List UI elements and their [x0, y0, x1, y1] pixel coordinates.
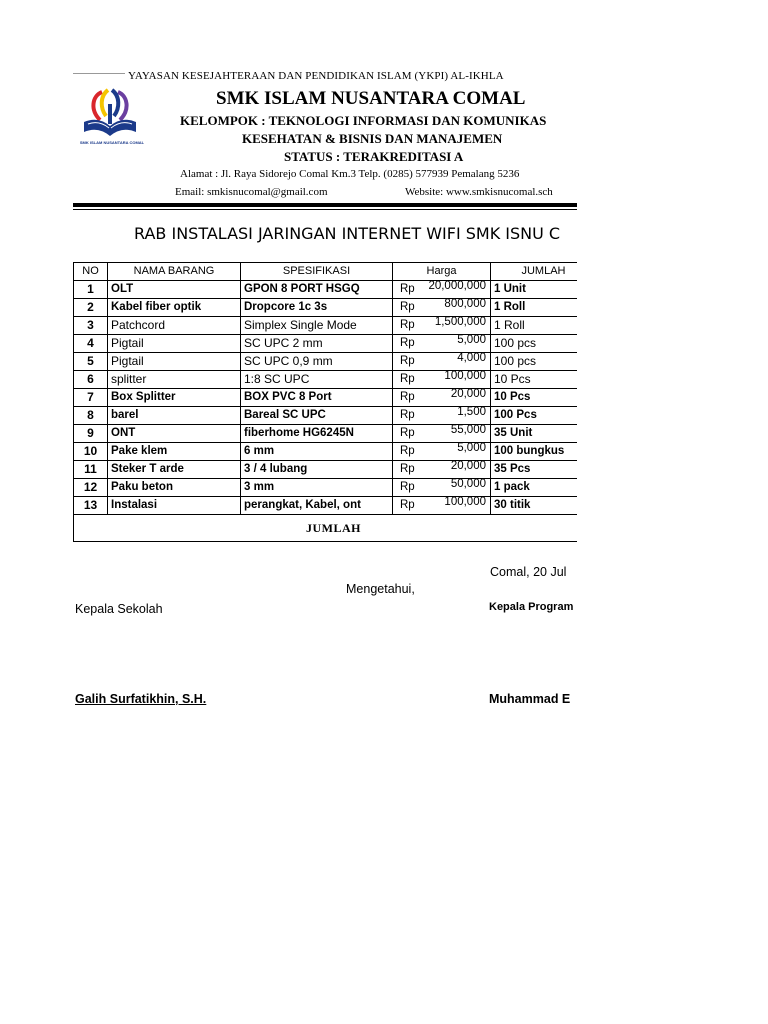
cell-jumlah: 35 Pcs	[491, 461, 578, 479]
cell-nama-barang: Pake klem	[108, 443, 241, 461]
cell-nama-barang: OLT	[108, 281, 241, 299]
price-value: 800,000	[444, 298, 486, 310]
cell-nama-barang: Pigtail	[108, 353, 241, 371]
cell-nama-barang: Steker T arde	[108, 461, 241, 479]
cell-spesifikasi: 1:8 SC UPC	[241, 371, 393, 389]
school-address: Alamat : Jl. Raya Sidorejo Comal Km.3 Telp. (0285) 577939 Pemalang 5236	[180, 168, 520, 180]
cell-no: 5	[74, 353, 108, 371]
currency-label: Rp	[400, 481, 415, 493]
currency-label: Rp	[400, 373, 415, 385]
header-no: NO	[74, 263, 108, 281]
cell-harga	[393, 281, 491, 299]
header-divider-thin	[73, 209, 577, 210]
price-value: 55,000	[450, 424, 486, 436]
table-row	[74, 461, 578, 479]
yayasan-name: YAYASAN KESEJAHTERAAN DAN PENDIDIKAN ISLAM (YKPI) AL-IKHLA	[128, 70, 504, 82]
table-row	[74, 497, 578, 515]
table-row	[74, 335, 578, 353]
cell-harga	[393, 443, 491, 461]
cell-spesifikasi: Bareal SC UPC	[241, 407, 393, 425]
currency-label: Rp	[400, 391, 415, 403]
school-name: SMK ISLAM NUSANTARA COMAL	[216, 88, 526, 109]
header-divider-thick	[73, 203, 577, 207]
cell-harga	[393, 353, 491, 371]
header-nama-barang: NAMA BARANG	[108, 263, 241, 281]
table-row	[74, 299, 578, 317]
currency-label: Rp	[400, 445, 415, 457]
currency-label: Rp	[400, 463, 415, 475]
cell-no: 6	[74, 371, 108, 389]
price-value: 20,000	[450, 460, 486, 472]
cell-nama-barang: Kabel fiber optik	[108, 299, 241, 317]
cell-nama-barang: splitter	[108, 371, 241, 389]
price-value: 100,000	[444, 496, 486, 508]
currency-label: Rp	[400, 409, 415, 421]
cell-spesifikasi: Simplex Single Mode	[241, 317, 393, 335]
currency-label: Rp	[400, 319, 415, 331]
cell-nama-barang: Instalasi	[108, 497, 241, 515]
cell-harga	[393, 317, 491, 335]
table-row	[74, 479, 578, 497]
cell-harga	[393, 299, 491, 317]
kepala-sekolah-label: Kepala Sekolah	[75, 602, 163, 616]
table-row	[74, 371, 578, 389]
document-title: RAB INSTALASI JARINGAN INTERNET WIFI SMK ISNU C	[134, 224, 561, 243]
kepala-program-label: Kepala Program	[489, 601, 574, 613]
currency-label: Rp	[400, 355, 415, 367]
header-spesifikasi: SPESIFIKASI	[241, 263, 393, 281]
cell-harga	[393, 497, 491, 515]
cell-jumlah: 10 Pcs	[491, 371, 578, 389]
table-row	[74, 281, 578, 299]
cell-no: 9	[74, 425, 108, 443]
currency-label: Rp	[400, 337, 415, 349]
school-email: Email: smkisnucomal@gmail.com	[175, 186, 328, 198]
total-row	[74, 515, 578, 542]
cell-jumlah: 100 pcs	[491, 353, 578, 371]
table-row	[74, 317, 578, 335]
cell-jumlah: 100 pcs	[491, 335, 578, 353]
price-value: 4,000	[457, 352, 486, 364]
price-value: 5,000	[457, 442, 486, 454]
cell-no: 2	[74, 299, 108, 317]
cell-harga	[393, 407, 491, 425]
cell-nama-barang: Paku beton	[108, 479, 241, 497]
mengetahui-label: Mengetahui,	[346, 582, 415, 596]
cell-nama-barang: Patchcord	[108, 317, 241, 335]
cell-no: 3	[74, 317, 108, 335]
price-value: 20,000,000	[428, 280, 486, 292]
cell-harga	[393, 335, 491, 353]
cell-no: 10	[74, 443, 108, 461]
cell-spesifikasi: SC UPC 0,9 mm	[241, 353, 393, 371]
total-label: JUMLAH	[74, 515, 578, 542]
table-row	[74, 389, 578, 407]
cell-harga	[393, 425, 491, 443]
price-value: 100,000	[444, 370, 486, 382]
cell-no: 12	[74, 479, 108, 497]
cell-no: 4	[74, 335, 108, 353]
cell-nama-barang: barel	[108, 407, 241, 425]
header-harga: Harga	[393, 263, 491, 281]
currency-label: Rp	[400, 427, 415, 439]
cell-spesifikasi: 3 / 4 lubang	[241, 461, 393, 479]
currency-label: Rp	[400, 283, 415, 295]
rab-table	[73, 262, 577, 542]
cell-spesifikasi: perangkat, Kabel, ont	[241, 497, 393, 515]
price-value: 20,000	[450, 388, 486, 400]
price-value: 1,500,000	[434, 316, 486, 328]
header-top-line	[73, 73, 125, 74]
cell-harga	[393, 461, 491, 479]
kepala-program-name: Muhammad E	[489, 692, 571, 706]
cell-jumlah: 30 titik	[491, 497, 578, 515]
cell-no: 13	[74, 497, 108, 515]
cell-spesifikasi: fiberhome HG6245N	[241, 425, 393, 443]
kepala-sekolah-name: Galih Surfatikhin, S.H.	[75, 692, 207, 706]
cell-jumlah: 100 bungkus	[491, 443, 578, 461]
table-row	[74, 353, 578, 371]
kelompok-line-1: KELOMPOK : TEKNOLOGI INFORMASI DAN KOMUNIKAS	[180, 113, 547, 128]
table-row	[74, 425, 578, 443]
cell-nama-barang: ONT	[108, 425, 241, 443]
cell-nama-barang: Box Splitter	[108, 389, 241, 407]
cell-jumlah: 35 Unit	[491, 425, 578, 443]
cell-jumlah: 1 Roll	[491, 317, 578, 335]
price-value: 50,000	[450, 478, 486, 490]
price-value: 1,500	[457, 406, 486, 418]
cell-spesifikasi: 3 mm	[241, 479, 393, 497]
cell-spesifikasi: 6 mm	[241, 443, 393, 461]
cell-jumlah: 100 Pcs	[491, 407, 578, 425]
cell-spesifikasi: Dropcore 1c 3s	[241, 299, 393, 317]
cell-jumlah: 10 Pcs	[491, 389, 578, 407]
table-row	[74, 407, 578, 425]
cell-no: 7	[74, 389, 108, 407]
cell-jumlah: 1 pack	[491, 479, 578, 497]
cell-spesifikasi: BOX PVC 8 Port	[241, 389, 393, 407]
cell-spesifikasi: GPON 8 PORT HSGQ	[241, 281, 393, 299]
logo-caption: SMK ISLAM NUSANTARA COMAL	[79, 140, 145, 145]
cell-no: 1	[74, 281, 108, 299]
cell-nama-barang: Pigtail	[108, 335, 241, 353]
cell-no: 11	[74, 461, 108, 479]
cell-harga	[393, 371, 491, 389]
cell-jumlah: 1 Unit	[491, 281, 578, 299]
currency-label: Rp	[400, 301, 415, 313]
accreditation-status: STATUS : TERAKREDITASI A	[284, 149, 464, 164]
currency-label: Rp	[400, 499, 415, 511]
cell-spesifikasi: SC UPC 2 mm	[241, 335, 393, 353]
school-website: Website: www.smkisnucomal.sch	[405, 186, 553, 198]
cell-harga	[393, 389, 491, 407]
cell-no: 8	[74, 407, 108, 425]
cell-jumlah: 1 Roll	[491, 299, 578, 317]
kelompok-line-2: KESEHATAN & BISNIS DAN MANAJEMEN	[242, 131, 503, 146]
place-date: Comal, 20 Jul	[490, 565, 567, 579]
cell-harga	[393, 479, 491, 497]
table-header-row	[74, 263, 578, 281]
table-row	[74, 443, 578, 461]
header-jumlah: JUMLAH	[491, 263, 578, 281]
price-value: 5,000	[457, 334, 486, 346]
